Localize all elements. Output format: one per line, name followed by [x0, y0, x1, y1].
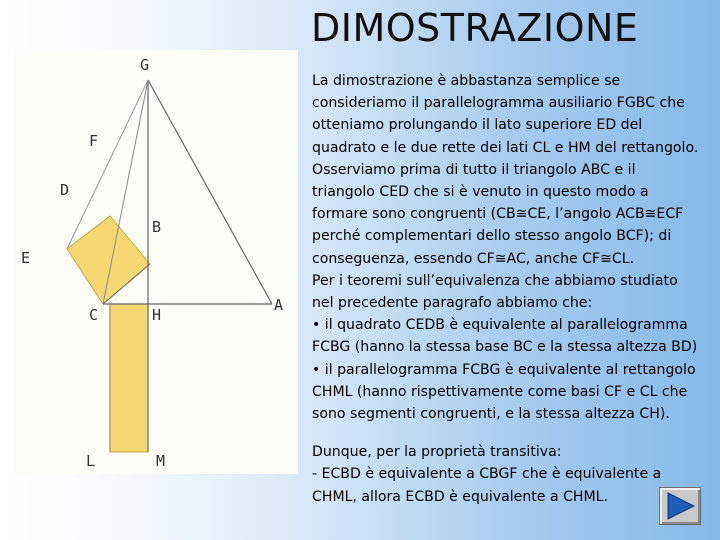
text-line: La dimostrazione è abbastanza semplice se: [312, 73, 621, 89]
label-g: G: [140, 56, 150, 74]
label-m: M: [156, 452, 166, 470]
paragraph-gap: [312, 425, 714, 441]
text-line: CHML (hanno rispettivamente come basi CF e CL che: [312, 383, 688, 400]
label-h: H: [152, 306, 162, 324]
paragraph-conclusion: [312, 441, 714, 508]
square-cedb: [67, 216, 150, 304]
geometry-diagram: [14, 50, 298, 474]
text-line: CHML, allora ECBD è equivalente a CHML.: [312, 488, 608, 505]
text-line: • il parallelogramma FCBG è equivalente al rettangolo: [312, 361, 696, 378]
label-c: C: [89, 306, 99, 324]
text-line: - ECBD è equivalente a CBGF che è equivalente a: [312, 466, 662, 483]
text-line: formare sono congruenti (CB≅CE, l’angolo ACB≅ECF: [312, 206, 684, 223]
label-b: B: [152, 218, 162, 236]
text-line: triangolo CED che si è venuto in questo modo a: [312, 184, 649, 201]
text-line: nel precedente paragrafo abbiamo che:: [312, 295, 593, 312]
slide-title: DIMOSTRAZIONE: [311, 6, 639, 50]
label-l: L: [86, 452, 96, 470]
rectangle-chml: [110, 304, 148, 452]
text-line: conseguenza, essendo CF≅AC, anche CF≅CL.: [312, 250, 635, 267]
text-line: quadrato e le due rette dei lati CL e HM del rettangolo.: [312, 139, 699, 156]
next-slide-button[interactable]: [659, 487, 701, 525]
text-line: otteniamo prolungando il lato superiore ED del: [312, 117, 643, 134]
text-line: Osserviamo prima di tutto il triangolo ABC e il: [312, 161, 636, 178]
label-f: F: [89, 132, 99, 150]
label-a: A: [274, 296, 284, 314]
paragraph-proof: [312, 70, 714, 425]
text-line: perché complementari dello stesso angolo BCF); di: [312, 228, 672, 245]
label-e: E: [21, 249, 31, 267]
text-line: Per i teoremi sull’equivalenza che abbiamo studiato: [312, 272, 678, 289]
text-line: FCBG (hanno la stessa base BC e la stessa altezza BD): [312, 339, 698, 356]
play-triangle-icon: [664, 491, 696, 521]
text-line: sono segmenti congruenti, e la stessa altezza CH).: [312, 406, 670, 423]
text-line: Dunque, per la proprietà transitiva:: [312, 444, 562, 461]
demonstration-text: [312, 70, 714, 508]
text-line: consideriamo il parallelogramma ausiliario FGBC che: [312, 95, 685, 112]
geometry-figure: [14, 50, 298, 474]
label-d: D: [60, 181, 70, 199]
text-line: • il quadrato CEDB è equivalente al parallelogramma: [312, 317, 688, 334]
line-ga: [148, 80, 272, 304]
